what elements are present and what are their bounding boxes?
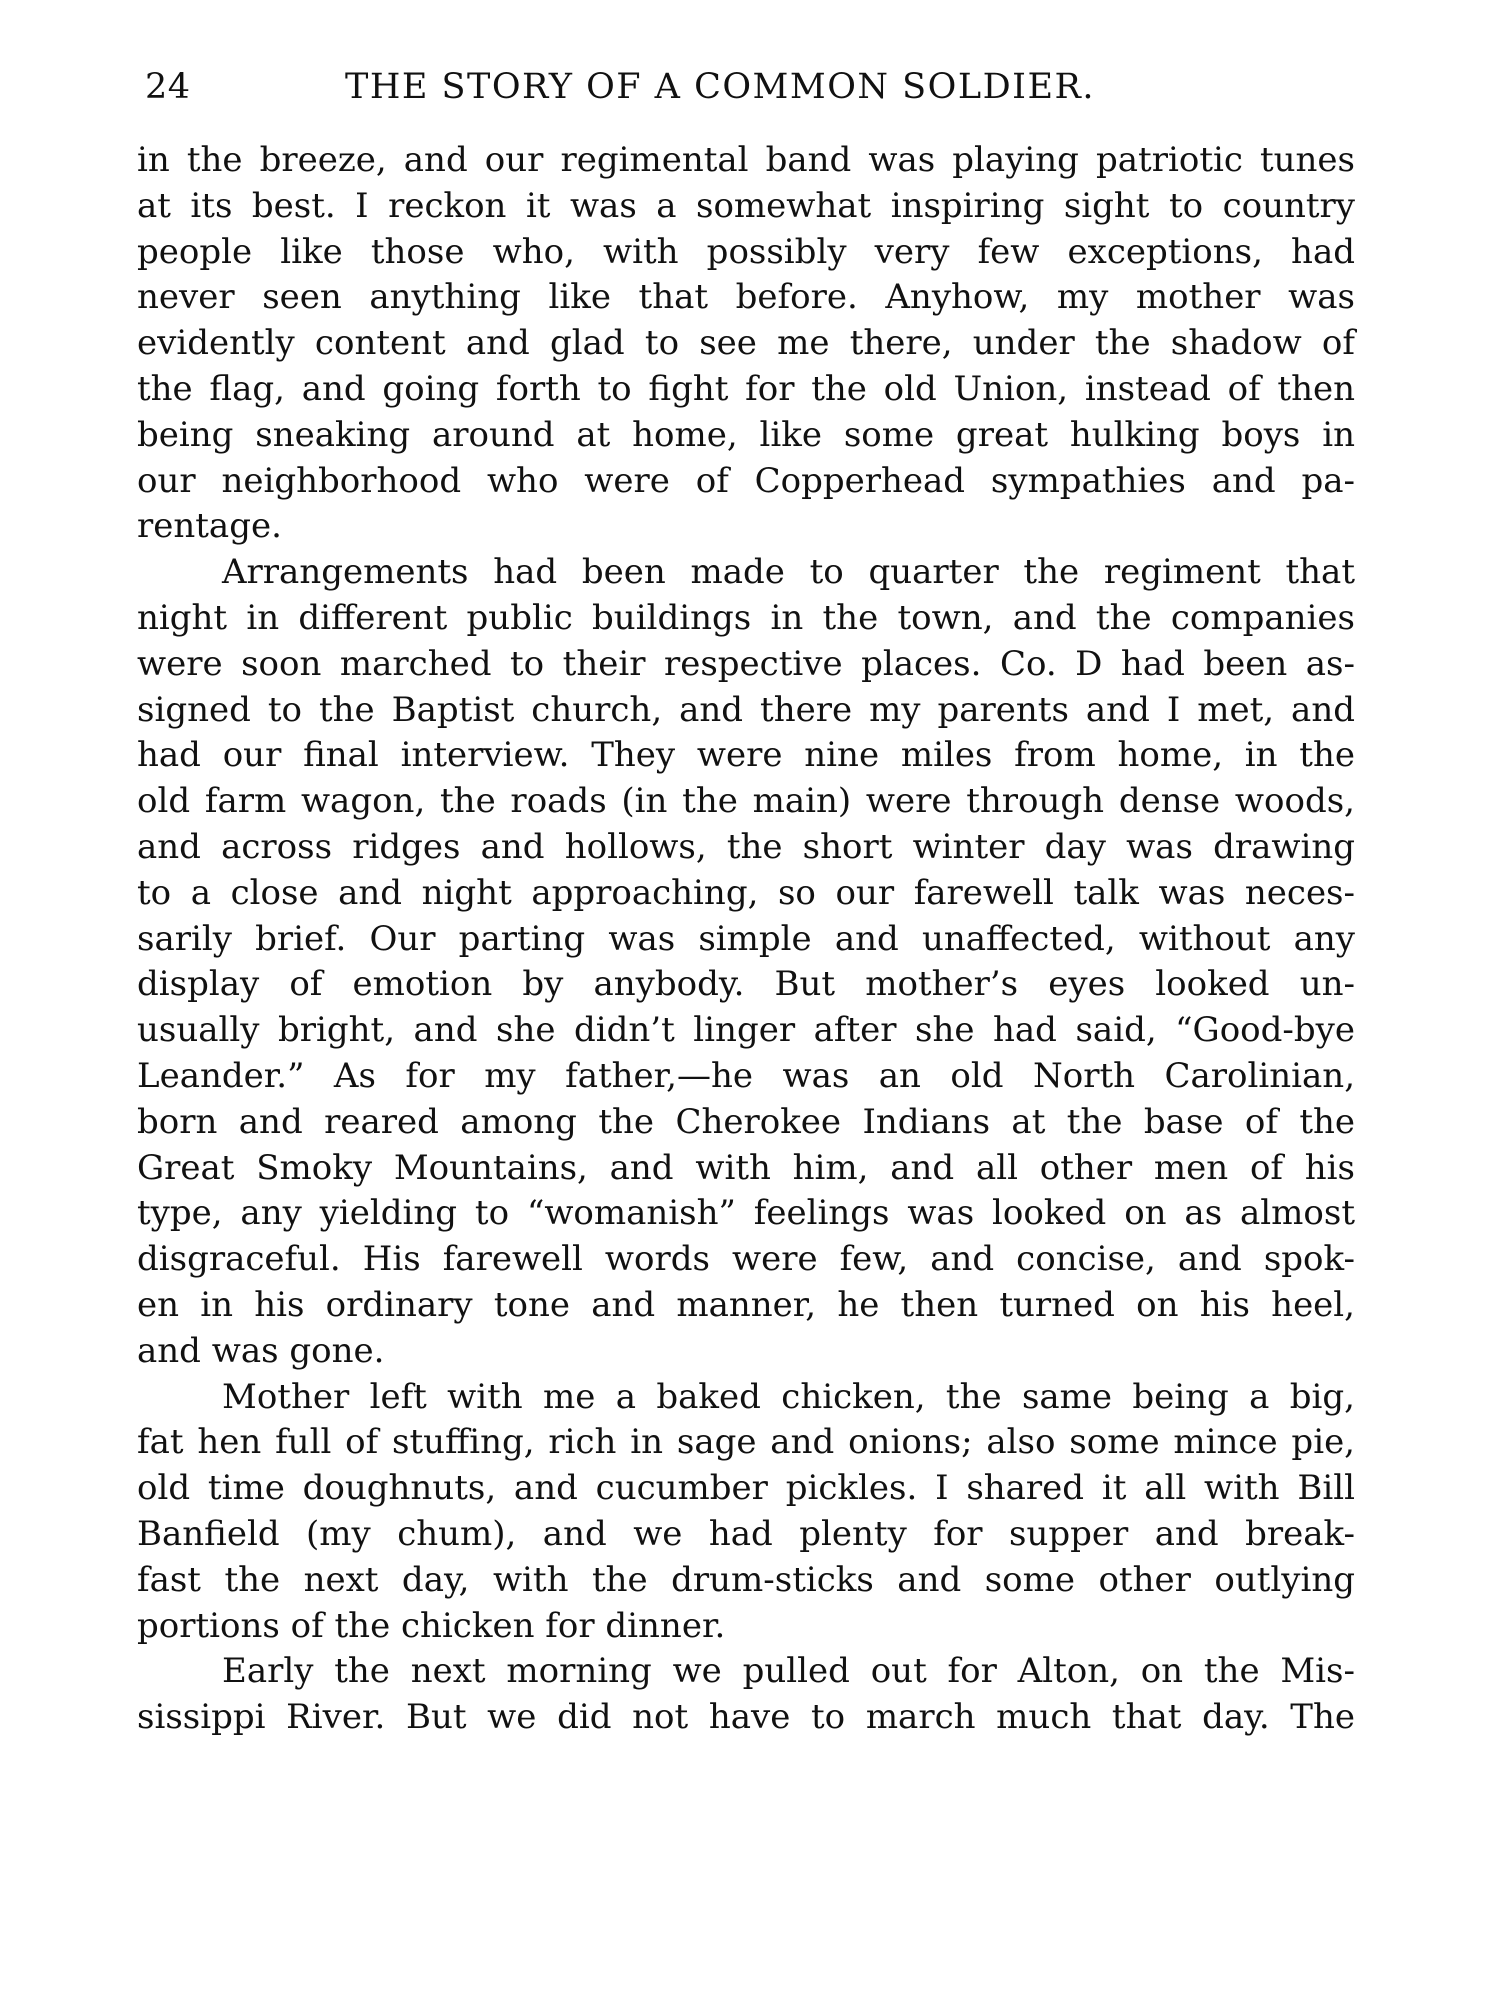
text-line: Leander.” As for my father,—he was an old North Carolinian,	[137, 1055, 1355, 1096]
running-title: THE STORY OF A COMMON SOLDIER.	[345, 67, 1095, 107]
text-line: our neighborhood who were of Copperhead sympathies and pa-	[137, 460, 1355, 501]
text-line: usually bright, and she didn’t linger after she had said, “Good-bye	[137, 1010, 1355, 1051]
page-number: 24	[145, 67, 191, 107]
text-line: Great Smoky Mountains, and with him, and all other men of his	[137, 1147, 1355, 1188]
text-line: portions of the chicken for dinner.	[137, 1605, 726, 1646]
text-line: fat hen full of stuffing, rich in sage and onions; also some mince pie,	[137, 1422, 1355, 1463]
text-line: and across ridges and hollows, the short winter day was drawing	[137, 826, 1355, 867]
text-line: Banfield (my chum), and we had plenty for supper and break-	[137, 1513, 1355, 1554]
text-line: signed to the Baptist church, and there my parents and I met, and	[137, 689, 1355, 730]
text-line: type, any yielding to “womanish” feelings was looked on as almost	[137, 1193, 1355, 1234]
text-line: sissippi River. But we did not have to march much that day. The	[137, 1697, 1355, 1738]
text-line: Arrangements had been made to quarter the regiment that	[222, 552, 1355, 593]
text-line: were soon marched to their respective places. Co. D had been as-	[137, 643, 1355, 684]
text-line: fast the next day, with the drum-sticks and some other outlying	[137, 1559, 1355, 1600]
text-line: rentage.	[137, 506, 282, 547]
text-line: Early the next morning we pulled out for Alton, on the Mis-	[222, 1651, 1355, 1692]
text-line: Mother left with me a baked chicken, the same being a big,	[222, 1376, 1355, 1417]
text-line: the flag, and going forth to fight for the old Union, instead of then	[137, 368, 1355, 409]
text-line: evidently content and glad to see me there, under the shadow of	[137, 323, 1355, 364]
text-line: at its best. I reckon it was a somewhat inspiring sight to country	[137, 185, 1355, 226]
text-line: old farm wagon, the roads (in the main) were through dense woods,	[137, 781, 1355, 822]
text-line: en in his ordinary tone and manner, he then turned on his heel,	[137, 1284, 1355, 1325]
running-head	[145, 62, 1355, 112]
paragraph	[137, 1375, 1355, 1650]
text-line: night in different public buildings in the town, and the companies	[137, 597, 1355, 638]
text-line: display of emotion by anybody. But mother’s eyes looked un-	[137, 964, 1355, 1005]
body-text	[137, 138, 1355, 1741]
text-line: being sneaking around at home, like some great hulking boys in	[137, 414, 1355, 455]
text-line: disgraceful. His farewell words were few, and concise, and spok-	[137, 1239, 1355, 1280]
text-line: old time doughnuts, and cucumber pickles. I shared it all with Bill	[137, 1468, 1355, 1509]
text-line: never seen anything like that before. Anyhow, my mother was	[137, 277, 1355, 318]
paragraph	[137, 1649, 1355, 1741]
text-line: had our final interview. They were nine miles from home, in the	[137, 735, 1355, 776]
text-line: in the breeze, and our regimental band was playing patriotic tunes	[137, 140, 1355, 180]
paragraph	[137, 550, 1355, 1374]
text-line: and was gone.	[137, 1330, 385, 1371]
text-line: born and reared among the Cherokee Indians at the base of the	[137, 1101, 1355, 1142]
paragraph	[137, 138, 1355, 550]
text-line: people like those who, with possibly very few exceptions, had	[137, 231, 1355, 272]
text-line: to a close and night approaching, so our farewell talk was neces-	[137, 872, 1355, 913]
text-line: sarily brief. Our parting was simple and unaffected, without any	[137, 918, 1355, 959]
